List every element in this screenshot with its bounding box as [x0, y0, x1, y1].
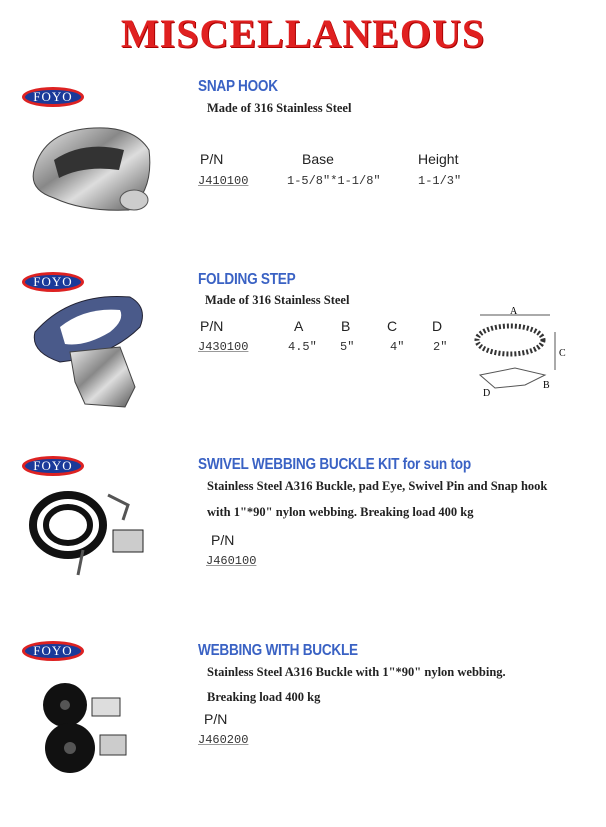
foyo-logo: FOYO: [22, 641, 84, 661]
col-header: D: [432, 318, 443, 334]
product-desc-line: Stainless Steel A316 Buckle with 1"*90" nylon webbing.: [207, 665, 506, 679]
webbing-buckle-image: [40, 680, 140, 775]
col-header: C: [387, 318, 398, 334]
svg-text:B: B: [543, 380, 550, 391]
swivel-kit-image: [28, 475, 153, 585]
snap-hook-image: [24, 120, 159, 215]
product-desc: Made of 316 Stainless Steel: [207, 101, 352, 115]
part-number: J460200: [198, 733, 249, 747]
foyo-logo: FOYO: [22, 272, 84, 292]
col-header: P/N: [211, 532, 235, 548]
foyo-logo: FOYO: [22, 87, 84, 107]
part-number: J430100: [198, 340, 249, 354]
spec-value: 1-5/8"*1-1/8": [287, 174, 381, 188]
part-number: J410100: [198, 174, 249, 188]
product-desc-line: Breaking load 400 kg: [207, 690, 321, 704]
product-desc: Made of 316 Stainless Steel: [205, 293, 350, 307]
svg-text:A: A: [510, 306, 518, 317]
product-title-folding-step: FOLDING STEP: [198, 271, 296, 288]
foyo-logo: FOYO: [22, 456, 84, 476]
product-title-snap-hook: SNAP HOOK: [198, 78, 278, 95]
spec-value: 2": [433, 340, 448, 354]
spec-value: 1-1/3": [418, 174, 462, 188]
part-number: J460100: [206, 554, 257, 568]
spec-value: 4": [390, 340, 405, 354]
col-header: P/N: [200, 151, 224, 167]
col-header: Height: [418, 151, 459, 167]
col-header: P/N: [204, 711, 228, 727]
product-desc-line: Stainless Steel A316 Buckle, pad Eye, Swivel Pin and Snap hook: [207, 479, 548, 493]
page-title: MISCELLANEOUS: [120, 11, 486, 56]
product-desc-line: with 1"*90" nylon webbing. Breaking load 400 kg: [207, 505, 474, 519]
folding-step-diagram: [455, 300, 575, 405]
product-title-webbing-buckle: WEBBING WITH BUCKLE: [198, 642, 358, 659]
col-header: A: [294, 318, 304, 334]
svg-text:C: C: [559, 348, 566, 359]
spec-value: 4.5": [288, 340, 317, 354]
product-title-swivel-kit: SWIVEL WEBBING BUCKLE KIT for sun top: [198, 456, 471, 473]
svg-text:D: D: [483, 388, 491, 399]
col-header: B: [341, 318, 351, 334]
spec-value: 5": [340, 340, 355, 354]
folding-step-image: [30, 292, 150, 412]
col-header: Base: [302, 151, 334, 167]
col-header: P/N: [200, 318, 224, 334]
